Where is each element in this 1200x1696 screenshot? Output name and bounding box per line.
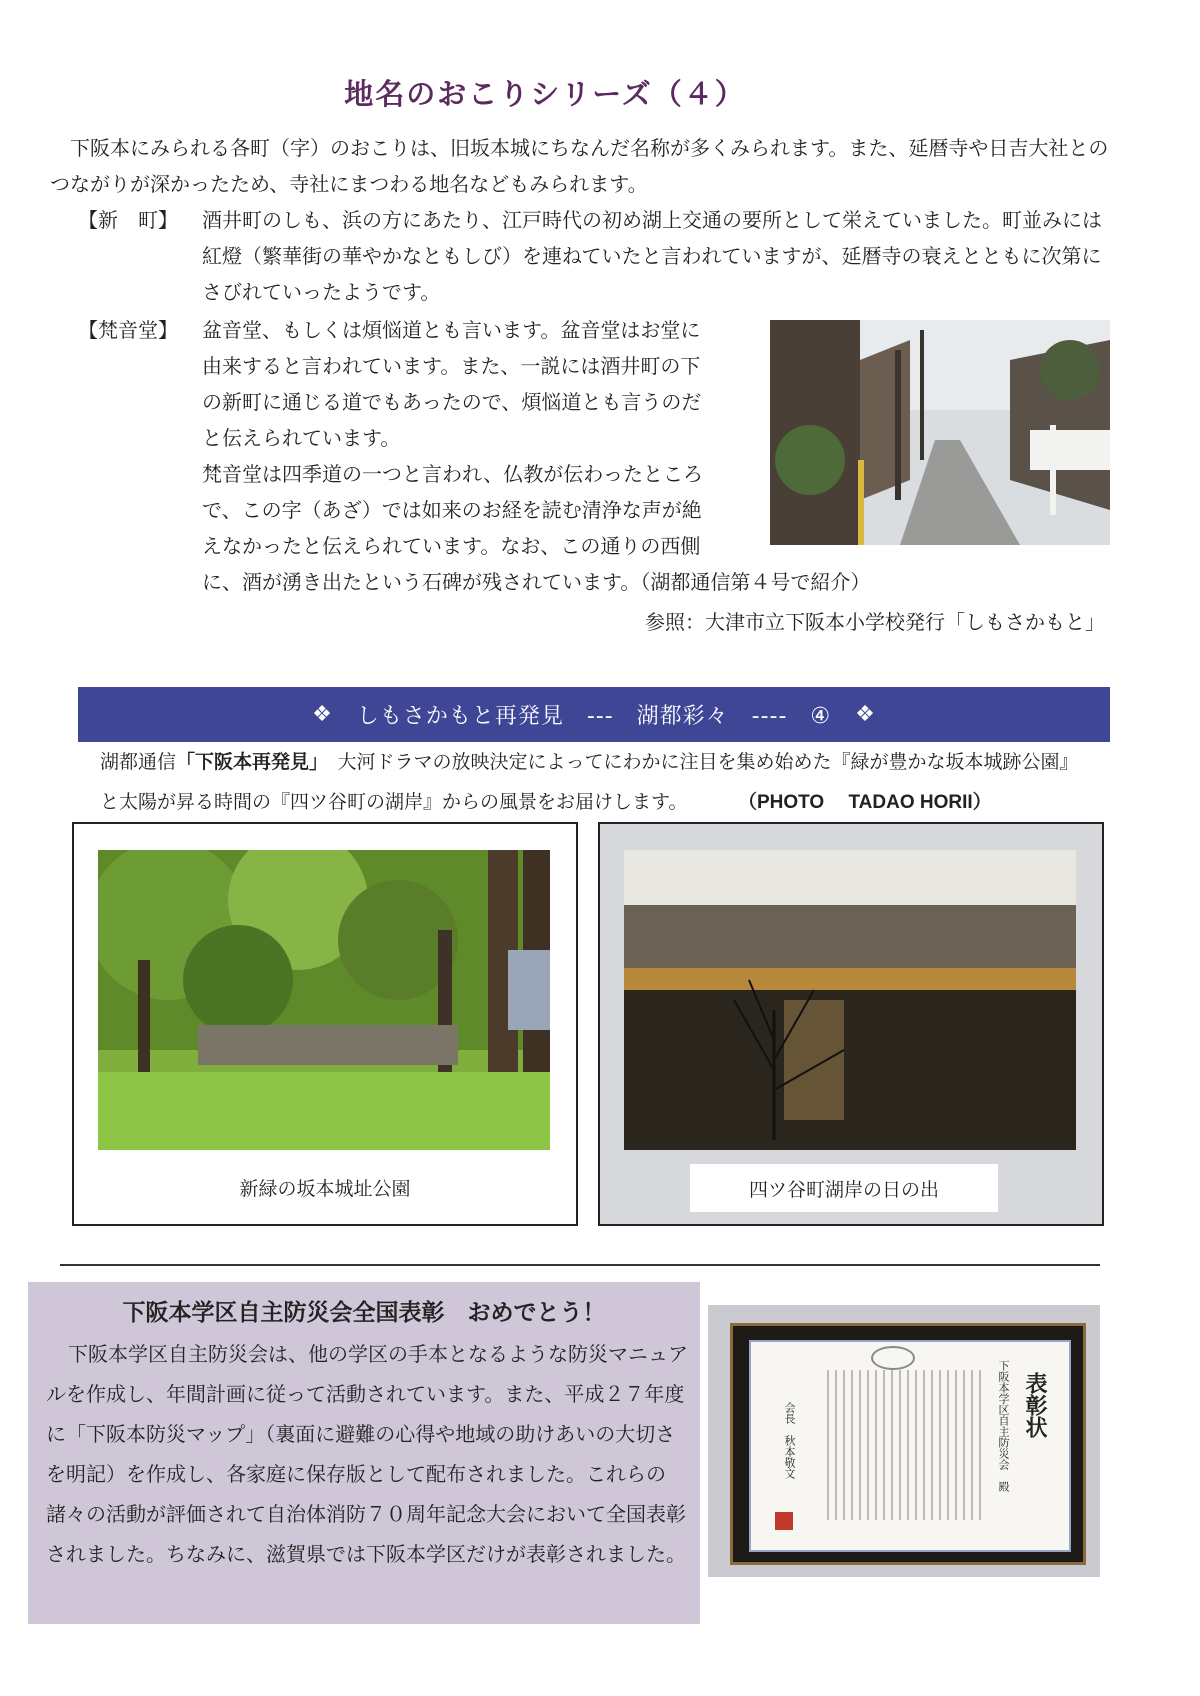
term-line: と伝えられています。 [202, 426, 401, 450]
sunrise-photo [624, 850, 1076, 1150]
ornament-icon: ❖ [855, 702, 876, 727]
term-line: の新町に通じる道でもあったので、煩悩道とも言うのだ [202, 390, 702, 414]
certificate-signer: 会長 秋本敬文 [783, 1402, 796, 1479]
news-box [28, 1282, 700, 1624]
banner-line-2 [100, 782, 1120, 823]
term-line: 盆音堂、もしくは煩悩道とも言います。盆音堂はお堂に [202, 318, 701, 342]
emblem-icon [871, 1346, 915, 1370]
photo-credit: （PHOTO TADAO HORII） [747, 792, 992, 813]
certificate-recipient: 下阪本学区自主防災会 殿 [997, 1360, 1010, 1492]
certificate-paper [749, 1340, 1071, 1552]
reference-note: 参照：大津市立下阪本小学校発行「しもさかもと」 [645, 610, 1105, 634]
intro-text: 下阪本にみられる各町（字）のおこりは、旧坂本城にちなんだ名称が多くみられます。また、延暦寺や日吉大社とのつながりが深かったため、寺社にまつわる地名などもみられます。 [50, 136, 1109, 196]
banner-description [100, 742, 1120, 823]
certificate-frame [730, 1323, 1086, 1565]
page-title: 地名のおこりシリーズ（４） [344, 77, 746, 111]
term-line: 梵音堂は四季道の一つと言われ、仏教が伝わったところ [202, 462, 703, 486]
news-title: 下阪本学区自主防災会全国表彰 おめでとう！ [122, 1300, 606, 1326]
term-line: で、この字（あざ）では如来のお経を読む清浄な声が絶 [202, 498, 702, 522]
section-banner [78, 687, 1110, 742]
ornament-icon: ❖ [312, 702, 333, 727]
certificate-photo [708, 1305, 1100, 1577]
divider [60, 1264, 1100, 1266]
seal-stamp-icon [775, 1512, 793, 1530]
term-label-bonondo: 【梵音堂】 [78, 318, 178, 342]
banner-bold: 「下阪本再発見」 [176, 751, 319, 773]
banner-title: しもさかもと再発見 --- 湖都彩々 ---- ④ [356, 704, 832, 729]
term-line: 由来すると言われています。また、一説には酒井町の下 [202, 354, 701, 378]
certificate-text-lines [821, 1370, 981, 1520]
term-body-bonondo [202, 312, 871, 600]
banner-rest: 大河ドラマの放映決定によってにわかに注目を集め始めた『緑が豊かな坂本城跡公園』 [318, 751, 1079, 773]
news-body: 下阪本学区自主防災会は、他の学区の手本となるような防災マニュアルを作成し、年間計画に従って活動されています。また、平成２７年度に「下阪本防災マップ」（裏面に避難の心得や地域の助けあいの大切さを明記）を作成し、各家庭に保存版として配布されました。これらの諸々の活動が評価されて自治体消防７０周年記念大会において全国表彰されました。ちなみに、滋賀県では下阪本学区だけが表彰されました。 [46, 1342, 688, 1566]
photo-frame-sunrise [598, 822, 1104, 1226]
term-label-shinmachi: 【新 町】 [78, 208, 178, 232]
term-line: に、酒が湧き出たという石碑が残されています。（湖都通信第４号で紹介） [202, 570, 871, 594]
banner-line-1 [100, 742, 1120, 782]
photo-frame-park [72, 822, 578, 1226]
photo-caption-sunrise: 四ツ谷町湖岸の日の出 [690, 1164, 998, 1212]
photo-caption-park: 新緑の坂本城址公園 [239, 1178, 411, 1200]
term-body-shinmachi: 酒井町のしも、浜の方にあたり、江戸時代の初め湖上交通の要所として栄えていました。町並みには紅燈（繁華街の華やかなともしび）を連ねていたと言われていますが、延暦寺の衰えとともに次第にさびれていったようです。 [202, 208, 1102, 304]
intro-paragraph [50, 130, 1110, 202]
street-photo [770, 320, 1110, 545]
banner-line2-text: と太陽が昇る時間の『四ツ谷町の湖岸』からの風景をお届けします。 [100, 791, 688, 813]
banner-lead: 湖都通信 [100, 751, 177, 773]
park-photo [98, 850, 550, 1150]
term-line: えなかったと伝えられています。なお、この通りの西側 [202, 534, 701, 558]
certificate-heading: 表彰状 [1022, 1372, 1048, 1438]
